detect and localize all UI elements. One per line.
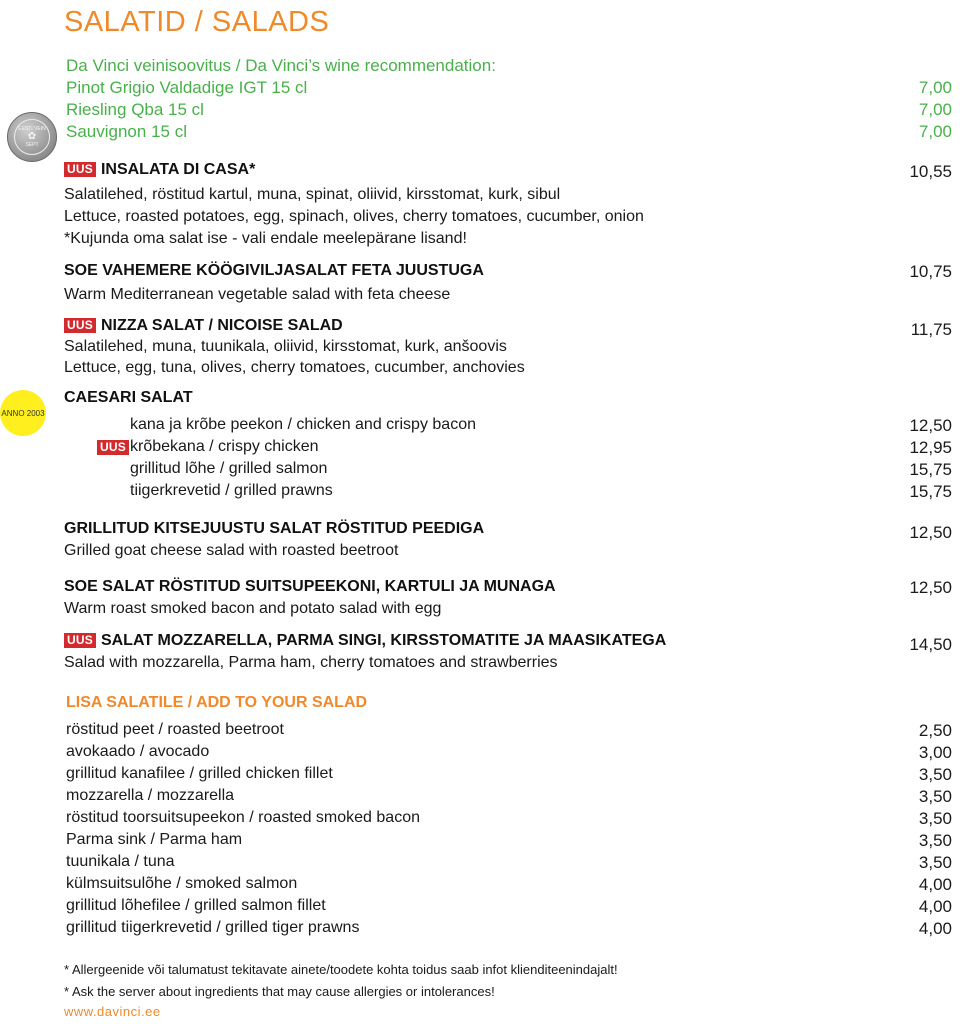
caesari-option-price: 15,75: [909, 482, 952, 501]
item-title-insalata: [64, 161, 255, 179]
caesari-option: grillitud lõhe / grilled salmon: [130, 460, 328, 477]
item-title-soe-vahemere: SOE VAHEMERE KÖÖGIVILJASALAT FETA JUUSTUGA: [64, 262, 484, 279]
item-desc: Salatilehed, muna, tuunikala, oliivid, kirsstomat, kurk, anšoovis: [64, 338, 507, 355]
item-price: 12,50: [909, 578, 952, 597]
addon-name: grillitud kanafilee / grilled chicken fillet: [66, 765, 333, 782]
item-title-suitsupeekoni: SOE SALAT RÖSTITUD SUITSUPEEKONI, KARTULI JA MUNAGA: [64, 578, 556, 595]
item-title-caesari: CAESARI SALAT: [64, 389, 193, 406]
item-desc: Lettuce, roasted potatoes, egg, spinach, olives, cherry tomatoes, cucumber, onion: [64, 208, 644, 225]
addon-price: 3,50: [918, 809, 952, 828]
item-desc: Salatilehed, röstitud kartul, muna, spinat, oliivid, kirsstomat, kurk, sibul: [64, 186, 561, 203]
item-title-text: NIZZA SALAT / NICOISE SALAD: [100, 317, 343, 334]
caesari-option-price: 12,50: [909, 416, 952, 435]
addon-name: grillitud tiigerkrevetid / grilled tiger prawns: [66, 919, 360, 936]
addon-name: külmsuitsulõhe / smoked salmon: [66, 875, 298, 892]
item-price: 10,75: [909, 262, 952, 281]
seal-inner: [14, 119, 50, 155]
addon-name: röstitud peet / roasted beetroot: [66, 721, 284, 738]
item-title-mozzarella: [64, 632, 666, 650]
item-desc: Grilled goat cheese salad with roasted beetroot: [64, 542, 399, 559]
wine-heading: Da Vinci veinisoovitus / Da Vinci’s wine recommendation:: [66, 56, 496, 75]
addon-name: Parma sink / Parma ham: [66, 831, 243, 848]
page-title: SALATID / SALADS: [64, 6, 330, 38]
item-desc: Warm roast smoked bacon and potato salad with egg: [64, 600, 442, 617]
caesari-option: tiigerkrevetid / grilled prawns: [130, 482, 333, 499]
addon-price: 3,50: [918, 765, 952, 784]
item-title-text: INSALATA DI CASA*: [100, 161, 256, 178]
addon-name: röstitud toorsuitsupeekon / roasted smoked bacon: [66, 809, 420, 826]
addons-title: LISA SALATILE / ADD TO YOUR SALAD: [66, 694, 368, 711]
item-desc: Lettuce, egg, tuna, olives, cherry tomatoes, cucumber, anchovies: [64, 359, 525, 376]
addon-price: 4,00: [918, 897, 952, 916]
caesari-option-price: 15,75: [909, 460, 952, 479]
addon-price: 2,50: [918, 721, 952, 740]
caesari-option: kana ja krõbe peekon / chicken and crispy bacon: [130, 416, 476, 433]
addon-price: 3,50: [918, 831, 952, 850]
wine-item-name: Riesling Qba 15 cl: [66, 100, 204, 119]
addon-name: tuunikala / tuna: [66, 853, 175, 870]
seal-text-bottom: SEPT: [25, 142, 39, 148]
caesari-option: krõbekana / crispy chicken: [130, 438, 319, 455]
addon-name: mozzarella / mozzarella: [66, 787, 235, 804]
anno-badge: ANNO 2003: [0, 390, 46, 436]
addon-price: 3,50: [918, 787, 952, 806]
grape-icon: ✿: [27, 131, 37, 142]
new-badge: UUS: [64, 318, 96, 333]
item-price: 12,50: [909, 523, 952, 542]
allergy-note-et: * Allergeenide või talumatust tekitavate ainete/toodete kohta toidus saab infot klienditeenindajalt!: [64, 962, 618, 977]
seal-text-top: EESTI VEIN: [18, 126, 46, 132]
item-title-kitsejuustu: GRILLITUD KITSEJUUSTU SALAT RÖSTITUD PEEDIGA: [64, 520, 485, 537]
item-title-nizza: [64, 317, 343, 335]
addon-price: 3,50: [918, 853, 952, 872]
wine-item-name: Sauvignon 15 cl: [66, 122, 187, 141]
wine-item-price: 7,00: [918, 122, 952, 141]
item-desc: Salad with mozzarella, Parma ham, cherry tomatoes and strawberries: [64, 654, 558, 671]
wine-item-price: 7,00: [918, 100, 952, 119]
addon-price: 4,00: [918, 875, 952, 894]
item-note: *Kujunda oma salat ise - vali endale meelepärane lisand!: [64, 230, 467, 247]
wine-item-name: Pinot Grigio Valdadige IGT 15 cl: [66, 78, 308, 97]
allergy-note-en: * Ask the server about ingredients that may cause allergies or intolerances!: [64, 984, 495, 999]
website-link[interactable]: www.davinci.ee: [64, 1004, 161, 1019]
new-badge: UUS: [64, 633, 96, 648]
item-price: 10,55: [909, 162, 952, 181]
new-badge: UUS: [64, 162, 96, 177]
addon-name: grillitud lõhefilee / grilled salmon fillet: [66, 897, 326, 914]
item-desc: Warm Mediterranean vegetable salad with feta cheese: [64, 286, 451, 303]
item-price: 14,50: [909, 635, 952, 654]
new-badge: UUS: [97, 440, 129, 455]
addon-price: 4,00: [918, 919, 952, 938]
addon-price: 3,00: [918, 743, 952, 762]
caesari-option-price: 12,95: [909, 438, 952, 457]
item-title-text: SALAT MOZZARELLA, PARMA SINGI, KIRSSTOMATITE JA MAASIKATEGA: [100, 632, 667, 649]
item-price: 11,75: [910, 320, 952, 339]
addon-name: avokaado / avocado: [66, 743, 210, 760]
wine-seal-logo: [7, 112, 57, 162]
wine-item-price: 7,00: [918, 78, 952, 97]
